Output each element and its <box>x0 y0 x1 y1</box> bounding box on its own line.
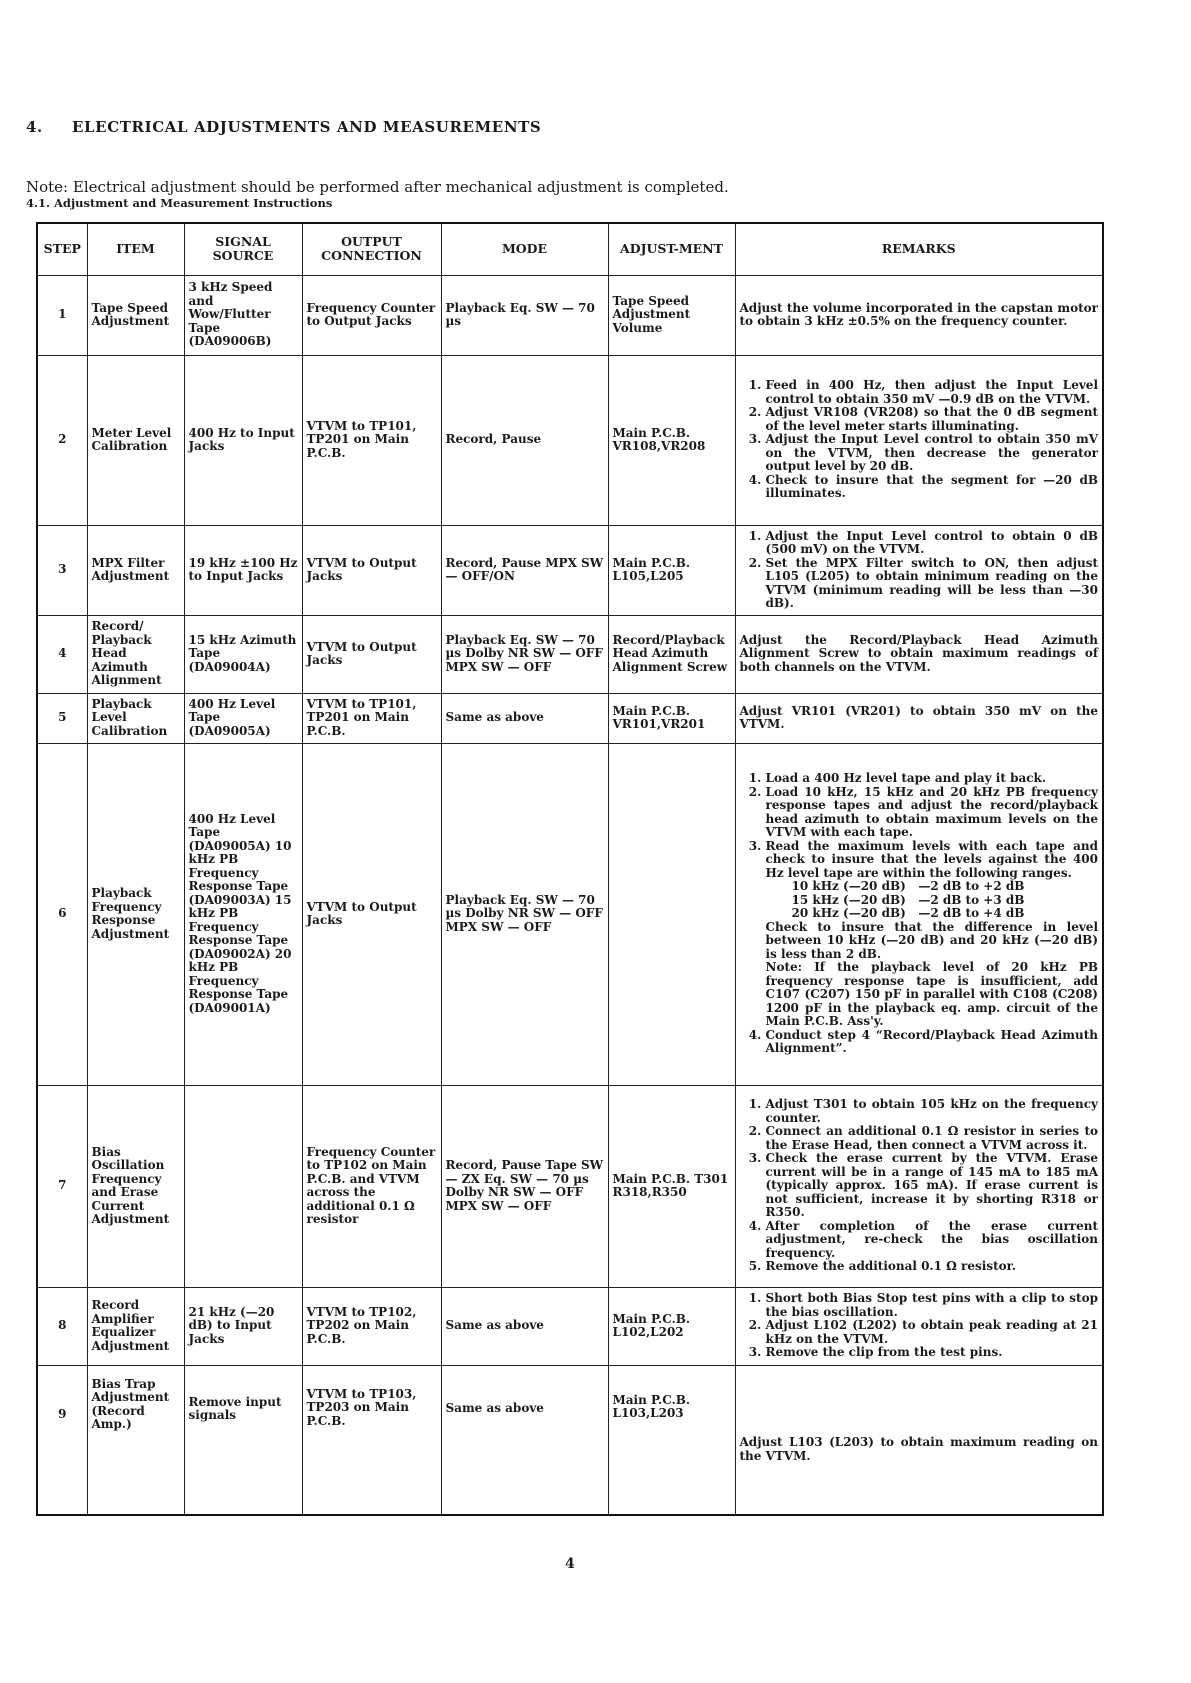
mode-cell: Record, Pause MPX SW — OFF/ON <box>441 525 608 615</box>
signal-source-cell: 400 Hz Level Tape (DA09005A) <box>184 693 302 743</box>
step-cell: 6 <box>37 743 87 1085</box>
signal-source-cell <box>184 1085 302 1287</box>
table-row <box>37 1365 1103 1515</box>
header-item: ITEM <box>87 223 184 275</box>
mode-cell: Same as above <box>441 693 608 743</box>
header-remarks: REMARKS <box>735 223 1103 275</box>
remarks-item: 1. Short both Bias Stop test pins with a clip to stop the bias oscillation. <box>766 1292 1099 1319</box>
signal-source-cell: 3 kHz Speed and Wow/Flutter Tape (DA09006B) <box>184 275 302 355</box>
remarks-item: 2. Adjust L102 (L202) to obtain peak reading at 21 kHz on the VTVM. <box>766 1319 1099 1346</box>
remarks-item: 1. Load a 400 Hz level tape and play it back. <box>766 772 1099 786</box>
subsection-title: 4.1. Adjustment and Measurement Instructions <box>26 196 333 210</box>
remarks-item-text: Read the maximum levels with each tape and check to insure that the levels against the 400 Hz level tape are within the following ranges. <box>765 838 1098 880</box>
mode-cell: Playback Eq. SW — 70 µs Dolby NR SW — OFF MPX SW — OFF <box>441 615 608 693</box>
section-title: ELECTRICAL ADJUSTMENTS AND MEASUREMENTS <box>72 118 542 136</box>
signal-source-cell: Remove input signals <box>184 1365 302 1515</box>
mode-cell: Record, Pause Tape SW — ZX Eq. SW — 70 µs Dolby NR SW — OFF MPX SW — OFF <box>441 1085 608 1287</box>
remarks-item: 3. Check the erase current by the VTVM. Erase current will be in a range of 145 mA to 185 mA (typically approx. 165 mA). If erase current is not sufficient, increase it by shorting R318 or R350. <box>766 1152 1099 1220</box>
remarks-item: 4. Conduct step 4 “Record/Playback Head Azimuth Alignment”. <box>766 1029 1099 1056</box>
remarks-item: 4. After completion of the erase current adjustment, re-check the bias oscillation frequency. <box>766 1220 1099 1261</box>
signal-source-cell: 400 Hz Level Tape (DA09005A) 10 kHz PB Frequency Response Tape (DA09003A) 15 kHz PB Frequency Response Tape (DA09002A) 20 kHz PB Frequency Response Tape (DA09001A) <box>184 743 302 1085</box>
remarks-list <box>740 772 1099 1056</box>
header-step: STEP <box>37 223 87 275</box>
step-cell: 5 <box>37 693 87 743</box>
remarks-item: 3. Adjust the Input Level control to obtain 350 mV on the VTVM, then decrease the generator output level by 20 dB. <box>766 433 1099 474</box>
remarks-item: 1. Feed in 400 Hz, then adjust the Input Level control to obtain 350 mV —0.9 dB on the VTVM. <box>766 379 1099 406</box>
remarks-cell <box>735 525 1103 615</box>
remarks-item: 1. Adjust T301 to obtain 105 kHz on the frequency counter. <box>766 1098 1099 1125</box>
remarks-list <box>740 379 1099 501</box>
remarks-cell <box>735 355 1103 525</box>
check-text: Check to insure that the difference in level between 10 kHz (—20 dB) and 20 kHz (—20 dB) is less than 2 dB. <box>765 919 1098 961</box>
step-cell: 1 <box>37 275 87 355</box>
output-connection-cell: Frequency Counter to Output Jacks <box>302 275 441 355</box>
remarks-item: 2. Load 10 kHz, 15 kHz and 20 kHz PB frequency response tapes and adjust the record/playback head azimuth to obtain maximum levels on the VTVM with each tape. <box>766 786 1099 840</box>
adjustment-cell: Tape Speed Adjustment Volume <box>608 275 735 355</box>
step-cell: 7 <box>37 1085 87 1287</box>
item-cell: MPX Filter Adjustment <box>87 525 184 615</box>
table-row <box>37 743 1103 1085</box>
step-cell: 3 <box>37 525 87 615</box>
output-connection-cell: Frequency Counter to TP102 on Main P.C.B. and VTVM across the additional 0.1 Ω resistor <box>302 1085 441 1287</box>
table-row <box>37 275 1103 355</box>
step-cell: 9 <box>37 1365 87 1515</box>
adjustment-cell: Main P.C.B. VR101,VR201 <box>608 693 735 743</box>
remarks-text: Adjust VR101 (VR201) to obtain 350 mV on the VTVM. <box>739 703 1098 731</box>
signal-source-cell: 15 kHz Azimuth Tape (DA09004A) <box>184 615 302 693</box>
header-output-connection: OUTPUT CONNECTION <box>302 223 441 275</box>
output-connection-cell: VTVM to Output Jacks <box>302 615 441 693</box>
adjustment-cell: Main P.C.B. L105,L205 <box>608 525 735 615</box>
remarks-cell <box>735 743 1103 1085</box>
adjustment-note: Note: Electrical adjustment should be performed after mechanical adjustment is completed. <box>26 178 729 196</box>
remarks-cell <box>735 693 1103 743</box>
item-cell: Playback Frequency Response Adjustment <box>87 743 184 1085</box>
output-connection-cell: VTVM to Output Jacks <box>302 525 441 615</box>
remarks-cell <box>735 1365 1103 1515</box>
header-mode: MODE <box>441 223 608 275</box>
item-cell: Record Amplifier Equalizer Adjustment <box>87 1287 184 1365</box>
adjustment-cell: Main P.C.B. VR108,VR208 <box>608 355 735 525</box>
remarks-item: 2. Set the MPX Filter switch to ON, then adjust L105 (L205) to obtain minimum reading on the VTVM (minimum reading will be less than —30 dB). <box>766 557 1099 611</box>
remarks-list <box>740 530 1099 611</box>
adjustment-cell: Record/Playback Head Azimuth Alignment Screw <box>608 615 735 693</box>
remarks-list <box>740 1098 1099 1274</box>
remarks-cell <box>735 1085 1103 1287</box>
remarks-cell <box>735 615 1103 693</box>
remarks-item: 4. Check to insure that the segment for —20 dB illuminates. <box>766 474 1099 501</box>
remarks-text: Adjust L103 (L203) to obtain maximum reading on the VTVM. <box>739 1435 1098 1463</box>
remarks-item: 3. Remove the clip from the test pins. <box>766 1346 1099 1360</box>
table-row <box>37 355 1103 525</box>
step-cell: 8 <box>37 1287 87 1365</box>
page-number: 4 <box>565 1556 575 1572</box>
remarks-item: 1. Adjust the Input Level control to obtain 0 dB (500 mV) on the VTVM. <box>766 530 1099 557</box>
table-header-row <box>37 223 1103 275</box>
remarks-text: Adjust the Record/Playback Head Azimuth Alignment Screw to obtain maximum readings of both channels on the VTVM. <box>739 632 1098 674</box>
remarks-cell <box>735 1287 1103 1365</box>
adjustment-cell: Main P.C.B. L102,L202 <box>608 1287 735 1365</box>
step-cell: 4 <box>37 615 87 693</box>
item-cell: Bias Oscillation Frequency and Erase Current Adjustment <box>87 1085 184 1287</box>
item-cell: Record/ Playback Head Azimuth Alignment <box>87 615 184 693</box>
item-cell: Meter Level Calibration <box>87 355 184 525</box>
remarks-item: 2. Connect an additional 0.1 Ω resistor in series to the Erase Head, then connect a VTVM across it. <box>766 1125 1099 1152</box>
item-cell: Playback Level Calibration <box>87 693 184 743</box>
output-connection-cell: VTVM to TP101, TP201 on Main P.C.B. <box>302 355 441 525</box>
table-row <box>37 525 1103 615</box>
remarks-cell <box>735 275 1103 355</box>
remarks-list <box>740 1292 1099 1360</box>
range-line: 20 kHz (—20 dB) —2 dB to +4 dB <box>791 906 1025 921</box>
adjustment-cell: Main P.C.B. T301 R318,R350 <box>608 1085 735 1287</box>
mode-cell: Same as above <box>441 1365 608 1515</box>
mode-cell: Playback Eq. SW — 70 µs <box>441 275 608 355</box>
item-cell: Bias Trap Adjustment (Record Amp.) <box>87 1365 184 1515</box>
table-row <box>37 693 1103 743</box>
adjustment-cell: Main P.C.B. L103,L203 <box>608 1365 735 1515</box>
section-number: 4. <box>26 118 43 136</box>
output-connection-cell: VTVM to TP102, TP202 on Main P.C.B. <box>302 1287 441 1365</box>
output-connection-cell: VTVM to TP101, TP201 on Main P.C.B. <box>302 693 441 743</box>
header-signal-source: SIGNAL SOURCE <box>184 223 302 275</box>
adjustment-table <box>36 222 1104 1516</box>
signal-source-cell: 400 Hz to Input Jacks <box>184 355 302 525</box>
table-row <box>37 1287 1103 1365</box>
step-cell: 2 <box>37 355 87 525</box>
range-line: 10 kHz (—20 dB) —2 dB to +2 dB <box>791 879 1025 894</box>
section-heading <box>26 118 541 136</box>
note-text: Note: If the playback level of 20 kHz PB frequency response tape is insufficient, add C107 (C207) 150 pF in parallel with C108 (C208) 1200 pF in the playback eq. amp. circuit of the Main P.C.B. Ass'y. <box>765 960 1098 1029</box>
output-connection-cell: VTVM to TP103, TP203 on Main P.C.B. <box>302 1365 441 1515</box>
adjustment-cell <box>608 743 735 1085</box>
item-cell: Tape Speed Adjustment <box>87 275 184 355</box>
header-adjustment: ADJUST-MENT <box>608 223 735 275</box>
mode-cell: Same as above <box>441 1287 608 1365</box>
table-row <box>37 615 1103 693</box>
table-row <box>37 1085 1103 1287</box>
mode-cell: Playback Eq. SW — 70 µs Dolby NR SW — OFF MPX SW — OFF <box>441 743 608 1085</box>
signal-source-cell: 19 kHz ±100 Hz to Input Jacks <box>184 525 302 615</box>
remarks-item: 2. Adjust VR108 (VR208) so that the 0 dB segment of the level meter starts illuminating. <box>766 406 1099 433</box>
signal-source-cell: 21 kHz (—20 dB) to Input Jacks <box>184 1287 302 1365</box>
remarks-item <box>766 840 1099 1029</box>
output-connection-cell: VTVM to Output Jacks <box>302 743 441 1085</box>
remarks-text: Adjust the volume incorporated in the capstan motor to obtain 3 kHz ±0.5% on the frequency counter. <box>739 300 1098 328</box>
remarks-item: 5. Remove the additional 0.1 Ω resistor. <box>766 1260 1099 1274</box>
range-line: 15 kHz (—20 dB) —2 dB to +3 dB <box>791 892 1025 907</box>
mode-cell: Record, Pause <box>441 355 608 525</box>
